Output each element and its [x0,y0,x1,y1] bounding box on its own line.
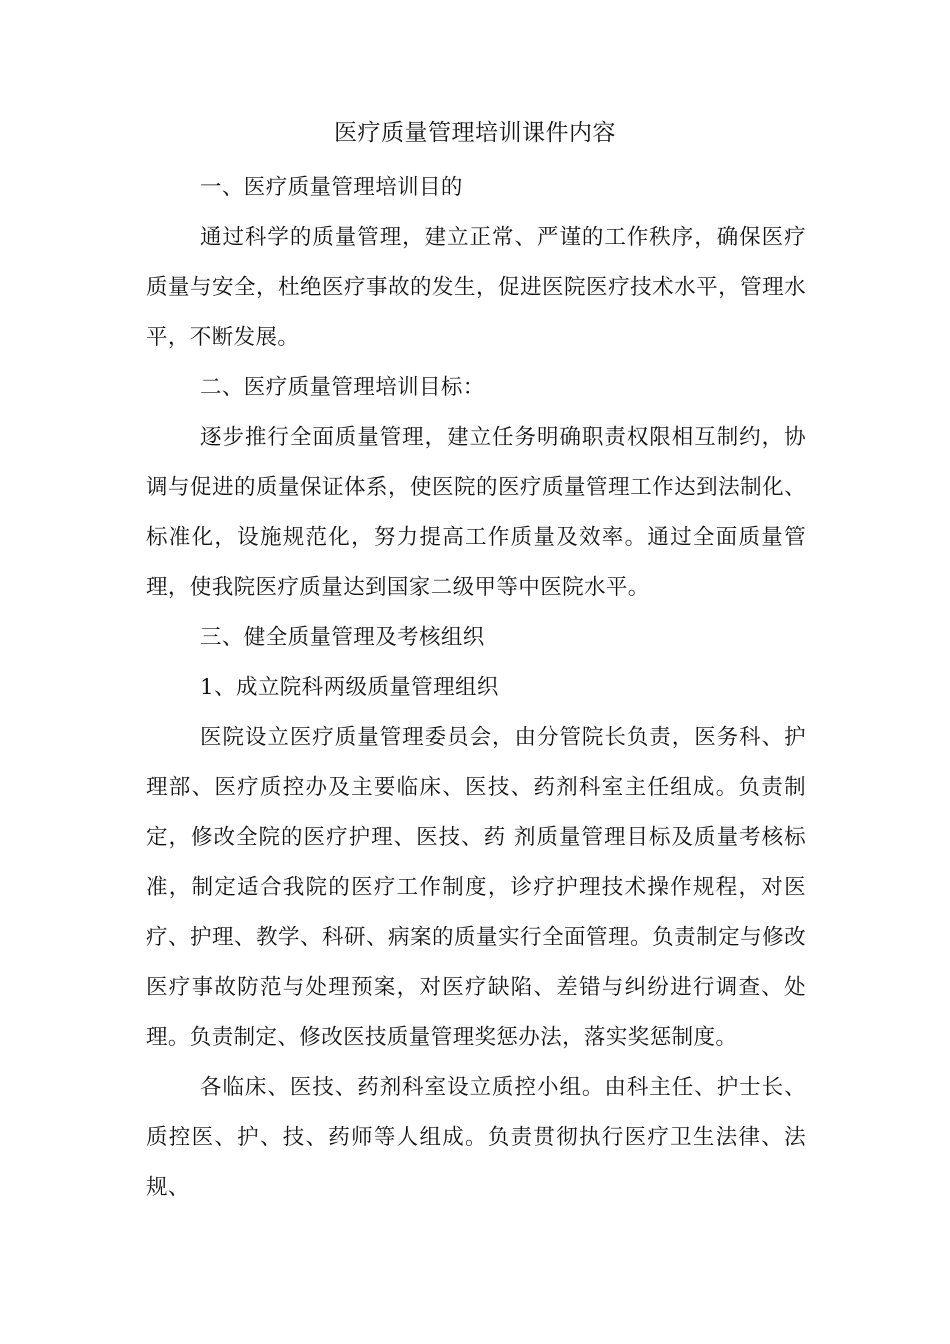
document-title: 医疗质量管理培训课件内容 [334,120,616,146]
section-heading-goal: 二、医疗质量管理培训目标： [200,375,485,400]
paragraph-goal: 逐步推行全面质量管理，建立任务明确职责权限相互制约，协调与促进的质量保证体系，使医院的医疗质量管理工作达到法制化、标准化，设施规范化，努力提高工作质量及效率。通过全面质量管理，使我院医疗质量达到国家二级甲等中医院水平。 [146,425,806,600]
paragraph-purpose: 通过科学的质量管理，建立正常、严谨的工作秩序，确保医疗质量与安全，杜绝医疗事故的发生，促进医院医疗技术水平，管理水平，不断发展。 [146,225,806,350]
paragraph-quality-groups: 各临床、医技、药剂科室设立质控小组。由科主任、护士长、质控医、护、技、药师等人组成。负责贯彻执行医疗卫生法律、法规、 [146,1075,806,1200]
section-heading-purpose: 一、医疗质量管理培训目的 [200,175,463,200]
document-body [146,163,806,1213]
subheading-two-level-organization: 1、成立院科两级质量管理组织 [200,675,499,700]
section-heading-organization: 三、健全质量管理及考核组织 [200,625,485,650]
paragraph-committee: 医院设立医疗质量管理委员会，由分管院长负责，医务科、护理部、医疗质控办及主要临床、医技、药剂科室主任组成。负责制定，修改全院的医疗护理、医技、药 剂质量管理目标及质量考核标准，制定适合我院的医疗工作制度，诊疗护理技术操作规程，对医疗、护理、教学、科研、病案的质量实行全面管理。负责制定与修改 医疗事故防范与处理预案，对医疗缺陷、差错与纠纷进行调查、处理。负责制定、修改医技质量管理奖惩办法，落实奖惩制度。 [146,725,806,1050]
